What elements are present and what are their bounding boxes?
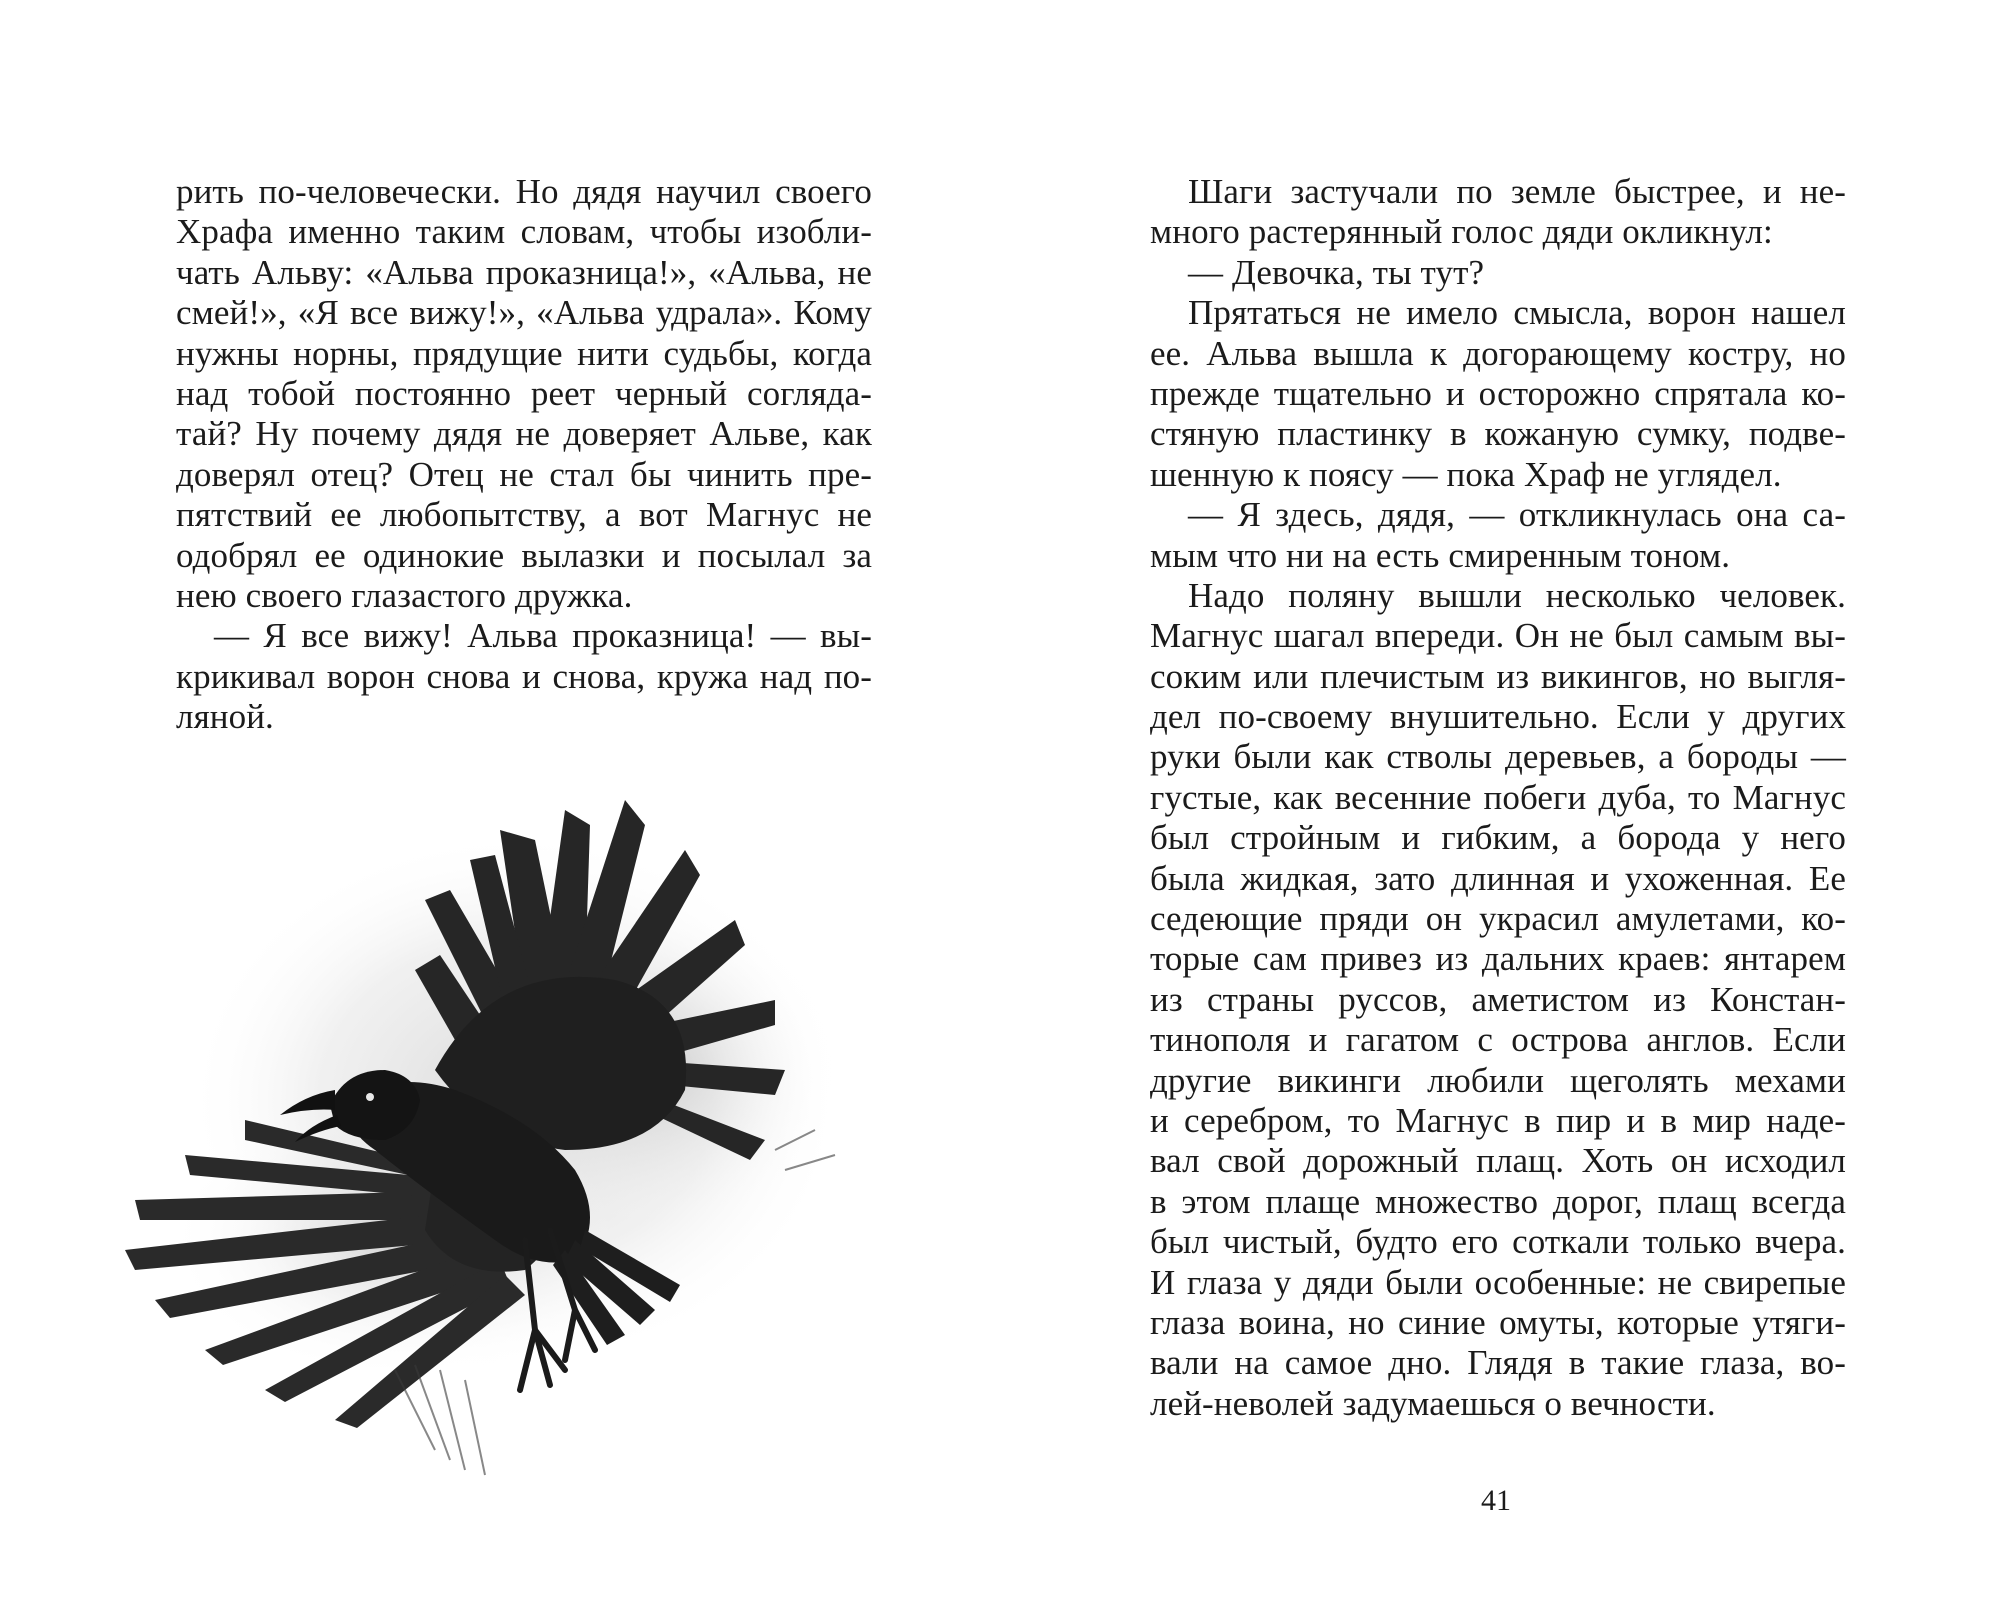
text-line: над тобой постоянно реет черный соглядa-: [176, 373, 872, 413]
text-line: седеющие пряди он украсил амулетами, ко-: [1150, 899, 1846, 939]
text-line: Магнус шагал впереди. Он не был самым вы-: [1150, 616, 1846, 656]
text-line: соким или плечистым из викингов, но выгля-: [1150, 656, 1846, 696]
raven-illustration: [95, 770, 925, 1510]
text-line: нужны норны, прядущие нити судьбы, когда: [176, 333, 872, 373]
text-line: рить по-человечески. Но дядя научил своего: [176, 172, 872, 211]
text-line: ляной.: [176, 697, 274, 737]
text-line: торые сам привез из дальних краев: янтарем: [1150, 939, 1846, 979]
left-page-text: [176, 172, 872, 737]
text-line: вал свой дорожный плащ. Хоть он исходил: [1150, 1141, 1846, 1181]
text-line: одобрял ее одинокие вылазки и посылал за: [176, 535, 872, 575]
text-line: густые, как весенние побеги дуба, то Магнус: [1150, 777, 1846, 817]
text-line: смей!», «Я все вижу!», «Альва удрала». Кому: [176, 293, 872, 333]
text-line: был стройным и гибким, а борода у него: [1150, 818, 1846, 858]
text-line: и серебром, то Магнус в пир и в мир наде-: [1150, 1100, 1846, 1140]
text-line: нею своего глазастого дружка.: [176, 575, 633, 615]
text-line: Храфа именно таким словам, чтобы изобли-: [176, 212, 872, 252]
text-line: И глаза у дяди были особенные: не свирепые: [1150, 1262, 1846, 1302]
text-line: тинополя и гагатом с острова англов. Если: [1150, 1020, 1846, 1060]
text-line: крикивал ворон снова и снова, кружа над по-: [176, 656, 872, 696]
right-page-text: [1150, 172, 1846, 1424]
text-line: из страны руссов, аметистом из Констан-: [1150, 979, 1846, 1019]
text-line: вали на самое дно. Глядя в такие глаза, во-: [1150, 1343, 1846, 1383]
text-line: чать Альву: «Альва проказница!», «Альва, не: [176, 252, 872, 292]
text-line: ее. Альва вышла к догорающему костру, но: [1150, 333, 1846, 373]
page-number: 41: [1481, 1484, 1511, 1517]
text-line: — Я все вижу! Альва проказница! — вы-: [214, 616, 872, 656]
text-line: был чистый, будто его соткали только вчера.: [1150, 1222, 1846, 1262]
right-page: [1000, 0, 2000, 1616]
text-line: Прятаться не имело смысла, ворон нашел: [1188, 293, 1846, 333]
text-line: тай? Ну почему дядя не доверяет Альве, как: [176, 414, 872, 454]
text-line: мым что ни на есть смиренным тоном.: [1150, 535, 1731, 575]
text-line: лей-неволей задумаешься о вечности.: [1150, 1383, 1716, 1423]
text-line: стяную пластинку в кожаную сумку, подве-: [1150, 414, 1846, 454]
text-line: шенную к поясу — пока Храф не углядел.: [1150, 454, 1782, 494]
text-line: Надо поляну вышли несколько человек.: [1188, 575, 1846, 615]
text-line: — Я здесь, дядя, — откликнулась она са-: [1188, 495, 1846, 535]
text-line: Шаги застучали по земле быстрее, и не-: [1188, 172, 1846, 211]
text-line: глаза воина, но синие омуты, которые утяги-: [1150, 1302, 1846, 1342]
text-line: пятствий ее любопытству, а вот Магнус не: [176, 495, 872, 535]
text-line: прежде тщательно и осторожно спрятала ко-: [1150, 373, 1846, 413]
text-line: дел по-своему внушительно. Если у других: [1150, 697, 1846, 737]
text-line: в этом плаще множество дорог, плащ всегда: [1150, 1181, 1846, 1221]
text-line: — Девочка, ты тут?: [1188, 252, 1485, 292]
text-line: была жидкая, зато длинная и ухоженная. Ее: [1150, 858, 1846, 898]
text-line: доверял отец? Отец не стал бы чинить пре-: [176, 454, 872, 494]
text-line: руки были как стволы деревьев, а бороды —: [1150, 737, 1846, 777]
text-line: другие викинги любили щеголять мехами: [1150, 1060, 1846, 1100]
text-line: много растерянный голос дяди окликнул:: [1150, 212, 1773, 252]
